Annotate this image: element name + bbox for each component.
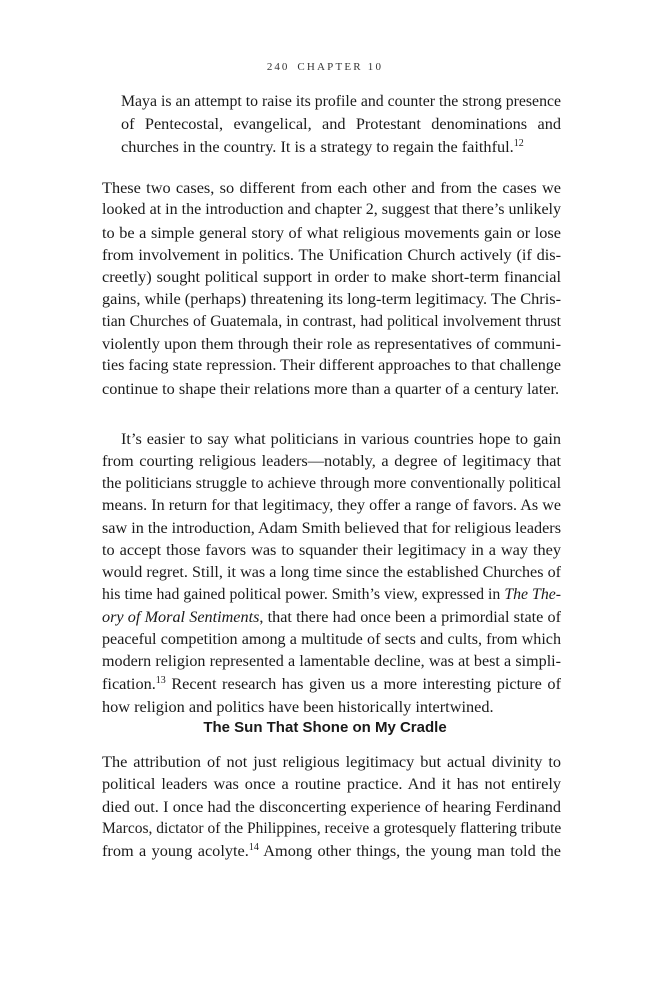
text-line: died out. I once had the disconcerting experience of hearing Ferdinand: [102, 797, 561, 816]
text-line: peaceful competition among a multitude of sects and cults, from which: [102, 630, 561, 648]
text-line: from courting religious leaders—notably, a degree of legitimacy that: [102, 451, 561, 471]
paragraph: [102, 177, 561, 400]
text-line: saw in the introduction, Adam Smith believed that for religious leaders: [102, 519, 561, 538]
text-line: how religion and politics have been historically intertwined.: [102, 696, 494, 716]
block-quote: [121, 91, 561, 158]
text-line: from involvement in politics. The Unification Church actively (if dis-: [102, 244, 561, 264]
text-line: [102, 584, 561, 606]
text-line: modern religion represented a lamentable decline, was at best a simpli-: [102, 652, 561, 670]
footnote-marker: 14: [248, 842, 259, 854]
text-segment: from a young acolyte.: [102, 841, 249, 861]
text-line: It’s easier to say what politicians in various countries hope to gain: [121, 429, 561, 448]
footnote-marker: 12: [513, 137, 524, 149]
paragraph: [102, 428, 561, 718]
chapter-label: CHAPTER 10: [297, 61, 384, 73]
text-line: tian Churches of Guatemala, in contrast, had political involvement thrust: [102, 312, 561, 330]
footnote-marker: 13: [155, 675, 166, 687]
text-line: These two cases, so different from each other and from the cases we: [102, 178, 561, 197]
text-line: gains, while (perhaps) threatening its long-term legitimacy. The Chris-: [102, 289, 561, 309]
text-line: would regret. Still, it was a long time since the established Churches of: [102, 563, 561, 581]
book-title-italic: The The-: [504, 586, 561, 604]
quote-line: Maya is an attempt to raise its profile and counter the strong presence: [121, 93, 561, 110]
quote-line: [121, 136, 561, 158]
text-segment: fication.: [102, 674, 156, 694]
text-segment: his time had gained political power. Smith’s view, expressed in: [102, 586, 505, 604]
text-line: to be a simple general story of what religious movements gain or lose: [102, 222, 561, 242]
quote-line: of Pentecostal, evangelical, and Protestant denominations and: [121, 114, 561, 134]
running-head: [0, 61, 650, 73]
text-line: to accept those favors was to squander their legitimacy in a way they: [102, 540, 561, 560]
text-line: [102, 606, 561, 628]
text-line: [102, 673, 561, 695]
book-title-italic: ory of Moral Sentiments: [102, 608, 260, 627]
text-line: the politicians struggle to achieve through more conventionally political: [102, 474, 561, 492]
text-line: violently upon them through their role as representatives of communi-: [102, 334, 561, 354]
text-line: creetly) sought political support in order to make short-term financial: [102, 267, 561, 287]
section-heading: The Sun That Shone on My Cradle: [203, 719, 447, 736]
page-number: 240: [266, 61, 290, 73]
text-line: The attribution of not just religious legitimacy but actual divinity to: [102, 752, 561, 771]
quote-line-text: churches in the country. It is a strategy to regain the faithful.: [121, 136, 514, 156]
text-segment: , that there had once been a primordial state of: [259, 608, 561, 627]
text-segment: Recent research has given us a more interesting picture of: [165, 674, 561, 694]
text-line: means. In return for that legitimacy, they offer a range of favors. As we: [102, 496, 561, 514]
paragraph: [102, 751, 561, 862]
text-line: ties facing state repression. Their different approaches to that challenge: [102, 357, 561, 375]
text-segment: Among other things, the young man told the: [258, 841, 561, 861]
text-line: looked at in the introduction and chapter 2, suggest that there’s unlikely: [102, 201, 561, 219]
text-line: [102, 840, 561, 862]
text-line: continue to shape their relations more than a quarter of a century later.: [102, 378, 560, 398]
text-line: Marcos, dictator of the Philippines, receive a grotesquely flattering tribute: [102, 819, 561, 837]
text-line: political leaders was once a routine practice. And it has not entirely: [102, 774, 561, 794]
